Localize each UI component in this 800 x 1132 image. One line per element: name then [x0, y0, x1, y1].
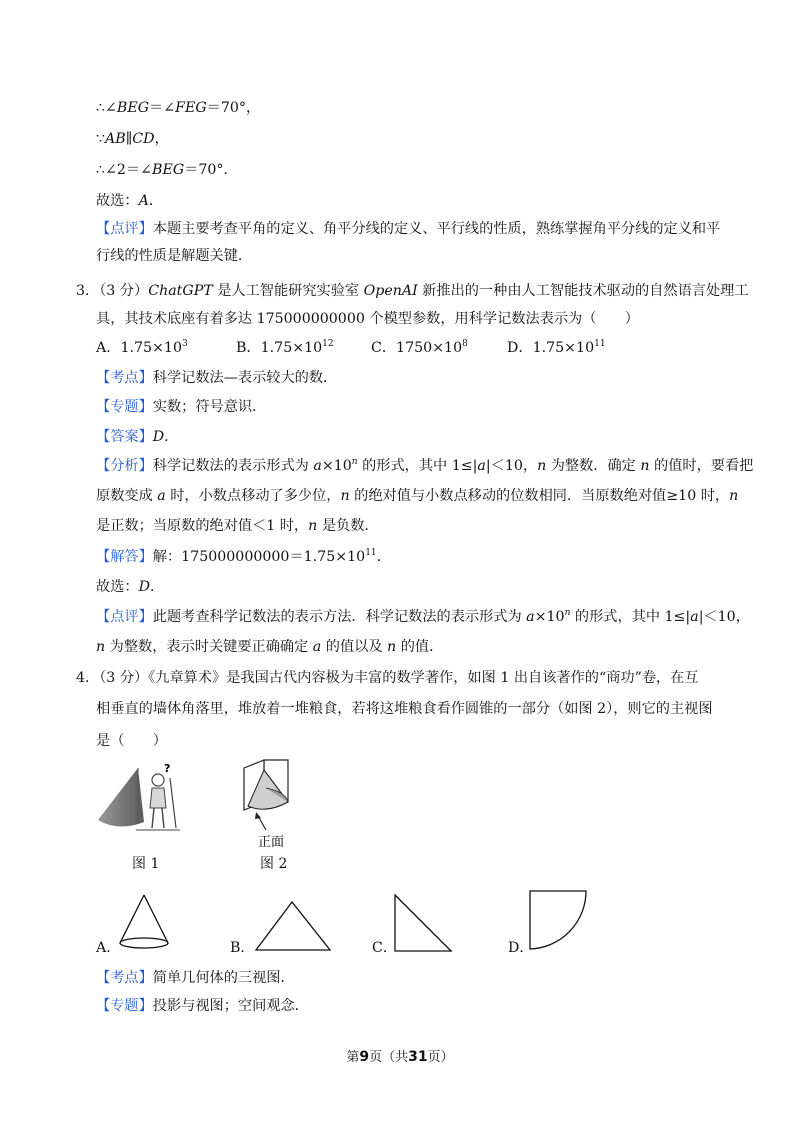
figure-1-caption: 图 1 — [132, 856, 160, 872]
figure-2-front-label: 正面 — [258, 835, 285, 850]
q3-line-1: 3．（3 分）ChatGPT 是人工智能研究实验室 OpenAI 新推出的一种由人工智能技术驱动的自然语言处理工 — [76, 283, 749, 299]
figure-1-grain-pile — [96, 758, 186, 838]
q4-line-3: 是（ ） — [96, 733, 167, 749]
comment-line-1: 【点评】本题主要考查平角的定义、角平分线的定义、平行线的性质，熟练掌握角平分线的定义和平 — [96, 221, 721, 237]
q3-line-2: 具，其技术底座有着多达 175000000000 个模型参数，用科学记数法表示为（ ） — [96, 311, 639, 327]
q3-choose: 故选：D． — [96, 579, 165, 595]
q4-option-d-quarter-circle — [528, 889, 588, 951]
q4-option-b-label: B． — [230, 940, 255, 956]
proof-line-3: ∴∠2＝∠BEG＝70°． — [96, 162, 238, 178]
q4-line-2: 相垂直的墙体角落里，堆放着一堆粮食，若将这堆粮食看作圆锥的一部分（如图 2），则它的主视图 — [96, 701, 713, 717]
q4-option-a-cone — [118, 893, 170, 951]
figure-2-caption: 图 2 — [260, 856, 288, 872]
q3-comment-line-2: n 为整数，表示时关键要正确确定 a 的值以及 n 的值． — [96, 639, 444, 655]
comment-line-2: 行线的性质是解题关键． — [96, 248, 253, 264]
q3-option-b: B．$1.75\times 10^{12}$ — [236, 339, 334, 356]
q3-answer: 【答案】D． — [96, 429, 179, 445]
choose-line: 故选：A． — [96, 193, 164, 209]
proof-line-2: ∵AB∥CD， — [96, 131, 169, 147]
fig1-question-mark: ? — [164, 762, 171, 775]
q3-option-d: D．$1.75\times 10^{11}$ — [507, 339, 606, 356]
q4-option-b-triangle — [254, 900, 332, 952]
q4-kaodian: 【考点】简单几何体的三视图． — [96, 970, 295, 986]
q3-analysis-line-1: 【分析】科学记数法的表示形式为 $a\times 10^n$ 的形式，其中 1≤|a|＜10，n 为整数．确定 n 的值时，要看把 — [96, 457, 754, 474]
q3-analysis-line-2: 原数变成 a 时，小数点移动了多少位，n 的绝对值与小数点移动的位数相同．当原数绝对值≥10 时，n — [96, 488, 739, 504]
q4-zhuanti: 【专题】投影与视图；空间观念． — [96, 998, 309, 1014]
q4-line-1: 4．（3 分）《九章算术》是我国古代内容极为丰富的数学著作，如图 1 出自该著作的“商功”卷，在互 — [76, 670, 699, 686]
q3-zhuanti: 【专题】实数；符号意识． — [96, 399, 267, 415]
q4-option-d-label: D． — [508, 940, 534, 956]
figure-2-corner-cone — [236, 758, 326, 848]
comment-tag: 【点评】 — [96, 221, 153, 237]
q4-option-c-label: C． — [372, 940, 398, 956]
page-footer: 第9页（共31页） — [346, 1049, 454, 1065]
q3-option-a: A．$1.75\times 10^3$ — [96, 339, 188, 356]
q4-option-c-right-triangle — [393, 893, 453, 953]
q3-analysis-line-3: 是正数；当原数的绝对值＜1 时，n 是负数． — [96, 518, 379, 534]
proof-line-1: ∴∠BEG＝∠FEG＝70°， — [96, 100, 261, 116]
q3-solution: 【解答】解：$175000000000=1.75\times 10^{11}$． — [96, 548, 391, 565]
q3-option-c: C．$1750\times 10^8$ — [371, 339, 468, 356]
q4-option-a-label: A． — [96, 940, 121, 956]
q3-kaodian: 【考点】科学记数法—表示较大的数． — [96, 370, 338, 386]
q3-comment-line-1: 【点评】此题考查科学记数法的表示方法．科学记数法的表示形式为 $a\times 10^n$ 的形式，其中 1≤|a|＜10， — [96, 608, 750, 625]
